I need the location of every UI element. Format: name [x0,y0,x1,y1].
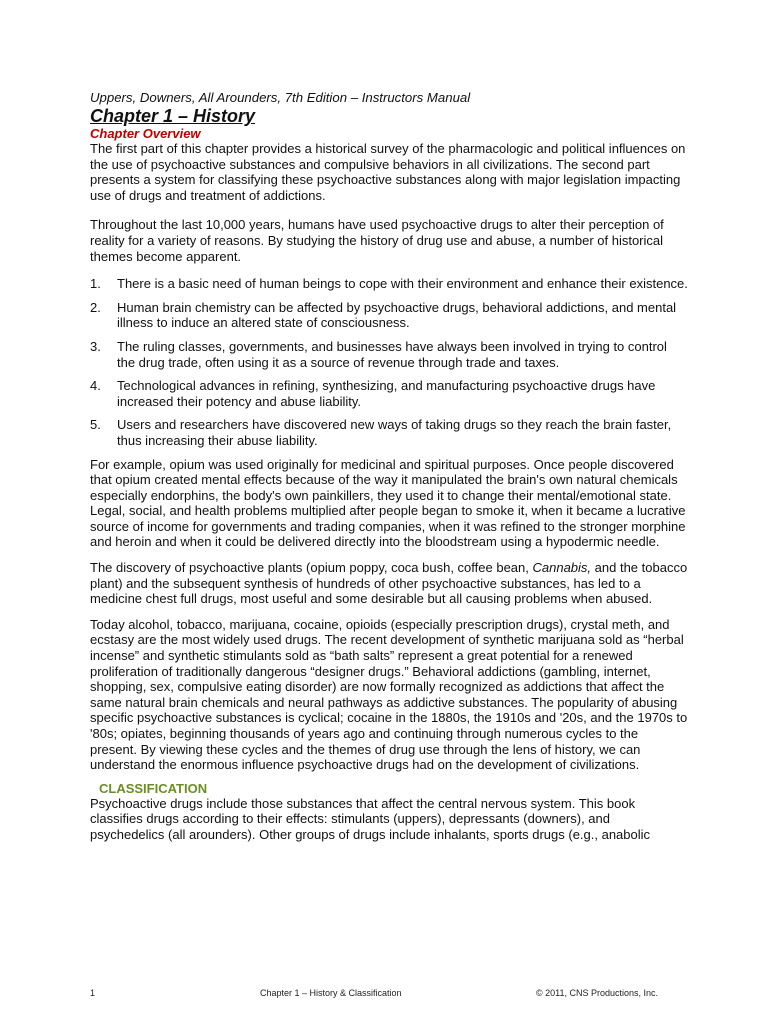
footer-chapter: Chapter 1 – History & Classification [260,988,402,998]
footer-copyright: © 2011, CNS Productions, Inc. [535,988,658,998]
page-number: 1 [90,988,96,998]
plants-text-start: The discovery of psychoactive plants (opium poppy, coca bush, coffee bean, [90,560,533,576]
list-item-number: 4. [90,378,101,394]
plants-text-end: and the tobacco plant) and the subsequent synthesis of hundreds of other psychoactive substances, has led to a medicine chest full drugs, most useful and some desirable but all causing problems when abused. [90,560,688,607]
list-item [90,339,688,370]
classification-paragraph: Psychoactive drugs include those substances that affect the central nervous system. This book classifies drugs according to their effects: stimulants (uppers), depressants (downers), and psychedelics (all arounders). Other groups of drugs include inhalants, sports drugs (e.g., anabolic [90,795,651,842]
list-item-text: Human brain chemistry can be affected by psychoactive drugs, behavioral addictions, and mental illness to induce an altered state of consciousness. [117,299,677,331]
list-item-text: There is a basic need of human beings to cope with their environment and enhance their existence. [117,276,688,292]
list-item-number: 3. [90,338,101,354]
list-item-number: 2. [90,299,101,315]
plants-paragraph [90,560,688,607]
list-item-text: Users and researchers have discovered new ways of taking drugs so they reach the brain faster, thus increasing their abuse liability. [117,417,672,448]
page-footer [90,986,658,1000]
cannabis-term: Cannabis, [532,560,592,576]
list-item [90,378,688,409]
chapter-overview-heading: Chapter Overview [90,126,201,141]
opium-paragraph: For example, opium was used originally for medicinal and spiritual purposes. Once people discovered that opium created mental effects because of the way it manipulated the brain's own natural chemicals especially endorphins, the body's own painkillers, they used it to change their mental/emotional state. Legal, social, and health problems multiplied after people began to smoke it, when it became a lucrative source of income for governments and trading companies, when it was refined to the stronger morphine and heroin and when it could be delivered directly into the bloodstream using a hypodermic needle. [90,456,686,550]
intro-paragraph-1: The first part of this chapter provides a historical survey of the pharmacologic and political influences on the use of psychoactive substances and compulsive behaviors in all civilizations. The second part presents a system for classifying these psychoactive substances along with major legislation impacting use of drugs and treatment of addictions. [90,141,686,203]
list-item [90,276,688,292]
list-item-number: 5. [90,417,101,433]
list-item [90,300,688,331]
historical-themes-list [90,276,688,448]
document-page [90,90,688,843]
list-item [90,417,688,448]
intro-paragraph-2: Throughout the last 10,000 years, humans have used psychoactive drugs to alter their perception of reality for a variety of reasons. By studying the history of drug use and abuse, a number of historical themes become apparent. [90,217,664,264]
classification-heading: CLASSIFICATION [99,780,208,796]
chapter-title: Chapter 1 – History [90,106,256,126]
list-item-number: 1. [90,276,101,292]
book-title: Uppers, Downers, All Arounders, 7th Edition – Instructors Manual [90,90,471,105]
today-paragraph: Today alcohol, tobacco, marijuana, cocaine, opioids (especially prescription drugs), crystal meth, and ecstasy are the most widely used drugs. The recent development of synthetic marijuana sold as “herbal incense” and synthetic stimulants sold as “bath salts” represent a great potential for a renewed proliferation of traditionally dangerous “designer drugs.” Behavioral addictions (gambling, internet, shopping, sex, compulsive eating disorder) are now formally recognized as addictions that affect the same natural brain chemicals and neural pathways as addictive substances. The popularity of abusing specific psychoactive substances is cyclical; cocaine in the 1880s, the 1910s and '20s, and the 1970s to '80s; opiates, beginning thousands of years ago and continuing through numerous cycles to the present. By viewing these cycles and the themes of drug use through the lens of history, we can understand the enormous influence psychoactive drugs had on the development of civilizations. [90,616,688,773]
list-item-text: The ruling classes, governments, and businesses have always been involved in trying to control the drug trade, often using it as a source of revenue through trade and taxes. [117,338,667,370]
list-item-text: Technological advances in refining, synthesizing, and manufacturing psychoactive drugs have increased their potency and abuse liability. [117,378,656,409]
